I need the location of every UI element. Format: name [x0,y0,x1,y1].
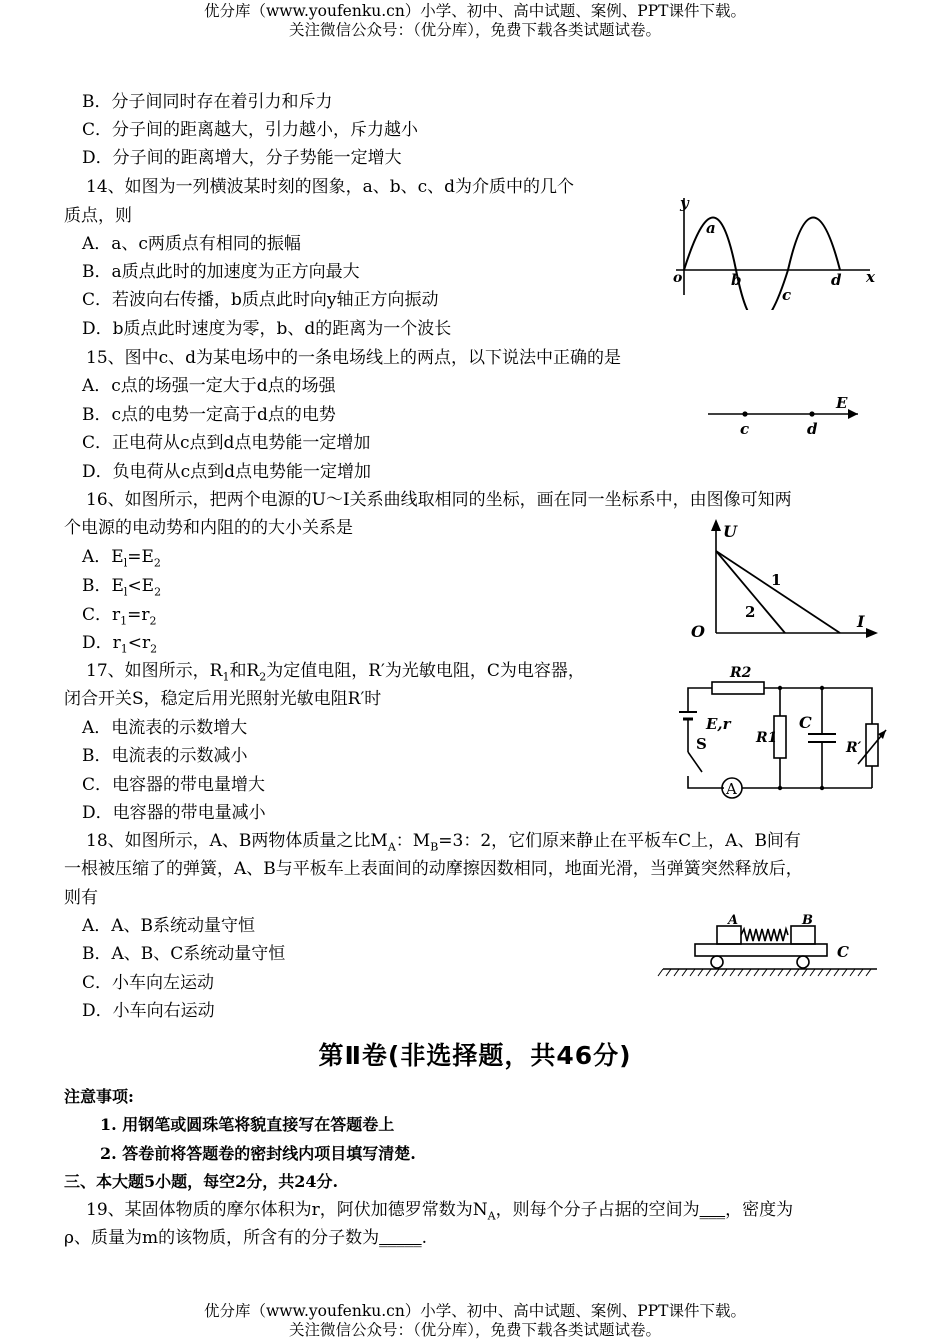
q17-option-b: B．电流表的示数减小 [82,746,248,766]
q14-option-b: B．a质点此时的加速度为正方向最大 [82,262,360,282]
wheel-left [711,956,723,968]
ui-u-arrow-icon [711,519,721,531]
label-ammeter: A [726,780,737,798]
q14-stem-cont: 质点，则 [64,206,132,226]
field-point-d [809,411,814,416]
section-3-heading: 三、本大题5小题，每空2分，共24分. [64,1172,339,1191]
notes-title: 注意事项: [64,1087,134,1106]
q18-stem: 18、如图所示，A、B两物体质量之比$M_A$：$M_B=3$：2，它们原来静止在平板车C上，A、B间有 [86,831,801,854]
block-b [791,926,815,944]
ui-label-origin: O [691,622,705,641]
footer-line-2: 关注微信公众号：（优分库），免费下载各类试题试卷。 [288,1321,661,1339]
ui-label-line-1: 1 [771,571,782,589]
label-s: S [696,735,707,753]
label-r-prime: R′ [846,740,862,756]
ui-label-line-2: 2 [745,603,756,621]
q15-option-d: D．负电荷从c点到d点电势能一定增加 [82,462,372,482]
q18-cart-figure [655,910,885,982]
wave-x-label: x [866,268,875,286]
q15-option-a: A．c点的场强一定大于d点的场强 [82,376,336,396]
q19-line-1: 19、某固体物质的摩尔体积为r，阿伏加德罗常数为$N_A$，则每个分子占据的空间为___，密度为 [86,1200,794,1223]
node-4 [820,786,824,790]
field-label-d: d [807,420,818,438]
q18-stem-cont-2: 则有 [64,888,98,908]
header-line-2: 关注微信公众号：（优分库），免费下载各类试题试卷。 [288,21,661,39]
q16-option-b: B．$E_l<E_2$ [82,576,162,599]
spring [741,929,788,941]
q13-option-d: D．分子间的距离增大，分子势能一定增大 [82,148,402,168]
field-arrow-icon [848,409,858,419]
label-cart-c: C [837,943,849,961]
block-a [717,926,741,944]
q16-option-a: A．$E_l=E_2$ [82,547,161,570]
wave-origin-label: o [673,270,683,286]
wave-point-c: c [782,286,792,304]
q17-circuit-figure [672,660,894,808]
circuit-wire-top-left [688,688,712,696]
q18-option-d: D．小车向右运动 [82,1001,215,1021]
ui-line-1 [716,551,840,633]
note-1: 1. 用钢笔或圆珠笔将貌直接写在答题卷上 [100,1115,395,1134]
q16-option-c: C．$r_1=r_2$ [82,605,157,628]
note-2: 2. 答卷前将答题卷的密封线内项目填写清楚. [100,1144,416,1163]
resistor-r2 [712,682,764,694]
q17-option-d: D．电容器的带电量减小 [82,803,266,823]
q17-stem: 17、如图所示，$R_1$和$R_2$为定值电阻，R′为光敏电阻，C为电容器， [86,661,585,684]
q16-stem: 16、如图所示，把两个电源的U～I关系曲线取相同的坐标，画在同一坐标系中，由图像可知两 [86,490,792,510]
node-3 [778,786,782,790]
q14-stem: 14、如图为一列横波某时刻的图象，a、b、c、d为介质中的几个 [86,177,575,197]
q13-option-b: B．分子间同时存在着引力和斥力 [82,92,333,112]
ui-label-u: U [723,522,737,541]
q17-option-a: A．电流表的示数增大 [82,718,248,738]
q19-blank-2[interactable]: _____ [379,1228,422,1248]
label-block-a: A [728,913,739,928]
field-point-c [742,411,747,416]
q19-blank-1[interactable]: ___ [699,1200,726,1220]
q13-option-c: C．分子间的距离越大，引力越小，斥力越小 [82,120,419,140]
q18-option-a: A．A、B系统动量守恒 [82,916,256,936]
q15-option-c: C．正电荷从c点到d点电势能一定增加 [82,433,371,453]
wave-point-a: a [706,219,716,237]
label-block-b: B [802,913,813,928]
q19-line-2: ρ、质量为m的该物质，所含有的分子数为_____. [64,1228,428,1248]
field-label-c: c [740,420,750,438]
q18-option-c: C．小车向左运动 [82,973,215,993]
ui-label-i: I [857,612,865,631]
ui-i-arrow-icon [866,628,878,638]
q17-option-c: C．电容器的带电量增大 [82,775,266,795]
circuit-wire-bottom-left [688,776,724,788]
cart-c [695,944,827,956]
ground-hatching [658,969,871,976]
label-c: C [799,713,812,732]
q16-stem-cont: 个电源的电动势和内阻的的大小关系是 [64,518,353,538]
header-line-1: 优分库（www.youfenku.cn）小学、初中、高中试题、案例、PPT课件下载。 [203,2,747,20]
resistor-r-prime [866,724,878,766]
node-1 [778,686,782,690]
part2-title: 第Ⅱ卷(非选择题，共46分) [318,1041,632,1070]
wave-point-d: d [831,271,842,289]
q14-option-a: A．a、c两质点有相同的振幅 [82,234,301,254]
q14-option-c: C．若波向右传播，b质点此时向y轴正方向振动 [82,290,439,310]
label-r1: R1 [756,730,778,746]
q14-wave-figure [670,190,885,310]
q16-ui-graph-figure [685,515,885,645]
q17-stem-cont: 闭合开关S，稳定后用光照射光敏电阻R′时 [64,689,382,709]
wave-y-label: y [680,194,689,212]
q15-field-line-figure [700,392,870,440]
node-2 [820,686,824,690]
q16-option-d: D．$r_1<r_2$ [82,633,158,656]
label-r2: R2 [730,665,752,681]
q18-stem-cont: 一根被压缩了的弹簧，A、B与平板车上表面间的动摩擦因数相同，地面光滑，当弹簧突然释放后， [64,859,803,879]
q15-stem: 15、图中c、d为某电场中的一条电场线上的两点，以下说法中正确的是 [86,348,622,368]
switch-s [688,752,702,772]
q18-option-b: B．A、B、C系统动量守恒 [82,944,286,964]
wheel-right [797,956,809,968]
q14-option-d: D．b质点此时速度为零，b、d的距离为一个波长 [82,319,452,339]
field-label-e: E [836,394,848,412]
wave-point-b: b [731,271,742,289]
label-emf: E,r [706,715,731,733]
footer-line-1: 优分库（www.youfenku.cn）小学、初中、高中试题、案例、PPT课件下载。 [203,1302,747,1320]
q15-option-b: B．c点的电势一定高于d点的电势 [82,405,336,425]
